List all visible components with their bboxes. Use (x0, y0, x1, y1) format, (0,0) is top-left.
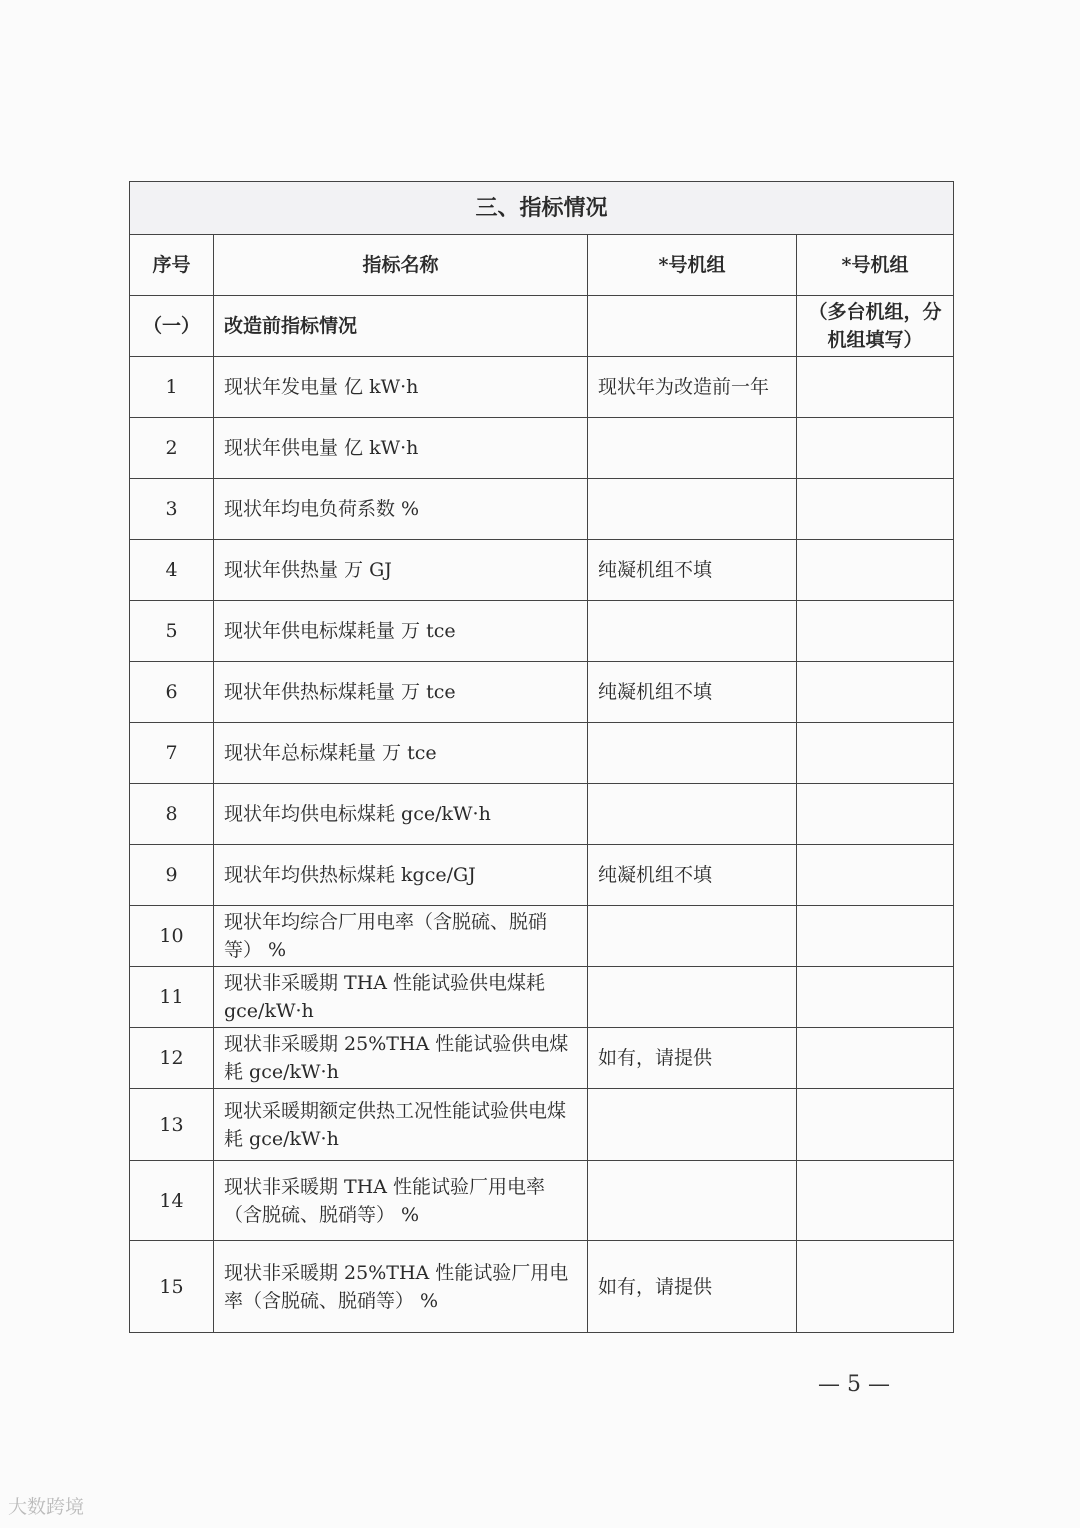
unit-b-value[interactable] (797, 662, 954, 723)
unit-b-value[interactable] (797, 479, 954, 540)
unit-a-value: 如有，请提供 (588, 1241, 797, 1333)
row-number: 10 (130, 906, 214, 967)
indicator-name: 现状年总标煤耗量 万 tce (214, 723, 588, 784)
table-row (130, 967, 954, 1028)
unit-b-value[interactable] (797, 357, 954, 418)
row-number: 9 (130, 845, 214, 906)
indicator-name: 现状年均供电标煤耗 gce/kW·h (214, 784, 588, 845)
unit-a-value: 纯凝机组不填 (588, 662, 797, 723)
table-row (130, 1241, 954, 1333)
indicator-name: 现状年供电标煤耗量 万 tce (214, 601, 588, 662)
row-number: 14 (130, 1161, 214, 1241)
row-number: 4 (130, 540, 214, 601)
unit-b-value[interactable] (797, 906, 954, 967)
indicator-name: 现状年供热标煤耗量 万 tce (214, 662, 588, 723)
header-no: 序号 (130, 235, 214, 296)
unit-a-value (588, 723, 797, 784)
table-row (130, 784, 954, 845)
unit-a-value: 现状年为改造前一年 (588, 357, 797, 418)
header-row (130, 235, 954, 296)
table-row (130, 1161, 954, 1241)
subsection-name: 改造前指标情况 (214, 296, 588, 357)
row-number: 7 (130, 723, 214, 784)
table-row (130, 418, 954, 479)
unit-b-value[interactable] (797, 540, 954, 601)
unit-a-value (588, 967, 797, 1028)
table-row (130, 479, 954, 540)
unit-b-value[interactable] (797, 601, 954, 662)
unit-a-value (588, 479, 797, 540)
header-unit-b: *号机组 (797, 235, 954, 296)
table-row (130, 845, 954, 906)
watermark: 大数跨境 (8, 1496, 85, 1518)
indicator-name: 现状采暖期额定供热工况性能试验供电煤耗 gce/kW·h (214, 1089, 588, 1161)
table-row (130, 662, 954, 723)
unit-b-value[interactable] (797, 784, 954, 845)
row-number: 3 (130, 479, 214, 540)
row-number: 8 (130, 784, 214, 845)
subsection-note: （多台机组，分机组填写） (797, 296, 954, 357)
row-number: 12 (130, 1028, 214, 1089)
indicator-name: 现状非采暖期 THA 性能试验厂用电率（含脱硫、脱硝等） % (214, 1161, 588, 1241)
table-row (130, 723, 954, 784)
unit-a-value (588, 906, 797, 967)
unit-b-value[interactable] (797, 967, 954, 1028)
subsection-col3 (588, 296, 797, 357)
indicator-name: 现状年发电量 亿 kW·h (214, 357, 588, 418)
unit-a-value: 纯凝机组不填 (588, 845, 797, 906)
row-number: 11 (130, 967, 214, 1028)
indicator-name: 现状年供热量 万 GJ (214, 540, 588, 601)
unit-a-value: 纯凝机组不填 (588, 540, 797, 601)
unit-a-value (588, 601, 797, 662)
table-row (130, 540, 954, 601)
table-row (130, 906, 954, 967)
header-name: 指标名称 (214, 235, 588, 296)
indicator-name: 现状非采暖期 THA 性能试验供电煤耗 gce/kW·h (214, 967, 588, 1028)
unit-b-value[interactable] (797, 1161, 954, 1241)
subsection-row (130, 296, 954, 357)
unit-a-value (588, 418, 797, 479)
section-title: 三、指标情况 (130, 182, 954, 235)
subsection-no: （一） (130, 296, 214, 357)
indicator-name: 现状年均供热标煤耗 kgce/GJ (214, 845, 588, 906)
table-row (130, 1089, 954, 1161)
row-number: 6 (130, 662, 214, 723)
page-number: — 5 — (818, 1372, 890, 1397)
unit-b-value[interactable] (797, 418, 954, 479)
indicator-table (129, 181, 954, 1333)
indicator-name: 现状年供电量 亿 kW·h (214, 418, 588, 479)
unit-a-value: 如有，请提供 (588, 1028, 797, 1089)
indicator-name: 现状非采暖期 25%THA 性能试验供电煤耗 gce/kW·h (214, 1028, 588, 1089)
unit-b-value[interactable] (797, 1089, 954, 1161)
unit-a-value (588, 1161, 797, 1241)
indicator-name: 现状年均综合厂用电率（含脱硫、脱硝等） % (214, 906, 588, 967)
unit-a-value (588, 1089, 797, 1161)
indicator-name: 现状年均电负荷系数 % (214, 479, 588, 540)
unit-b-value[interactable] (797, 1028, 954, 1089)
table-row (130, 357, 954, 418)
table-row (130, 601, 954, 662)
row-number: 5 (130, 601, 214, 662)
row-number: 2 (130, 418, 214, 479)
row-number: 15 (130, 1241, 214, 1333)
row-number: 13 (130, 1089, 214, 1161)
unit-b-value[interactable] (797, 1241, 954, 1333)
unit-a-value (588, 784, 797, 845)
unit-b-value[interactable] (797, 845, 954, 906)
unit-b-value[interactable] (797, 723, 954, 784)
indicator-name: 现状非采暖期 25%THA 性能试验厂用电率（含脱硫、脱硝等） % (214, 1241, 588, 1333)
header-unit-a: *号机组 (588, 235, 797, 296)
table-row (130, 1028, 954, 1089)
row-number: 1 (130, 357, 214, 418)
